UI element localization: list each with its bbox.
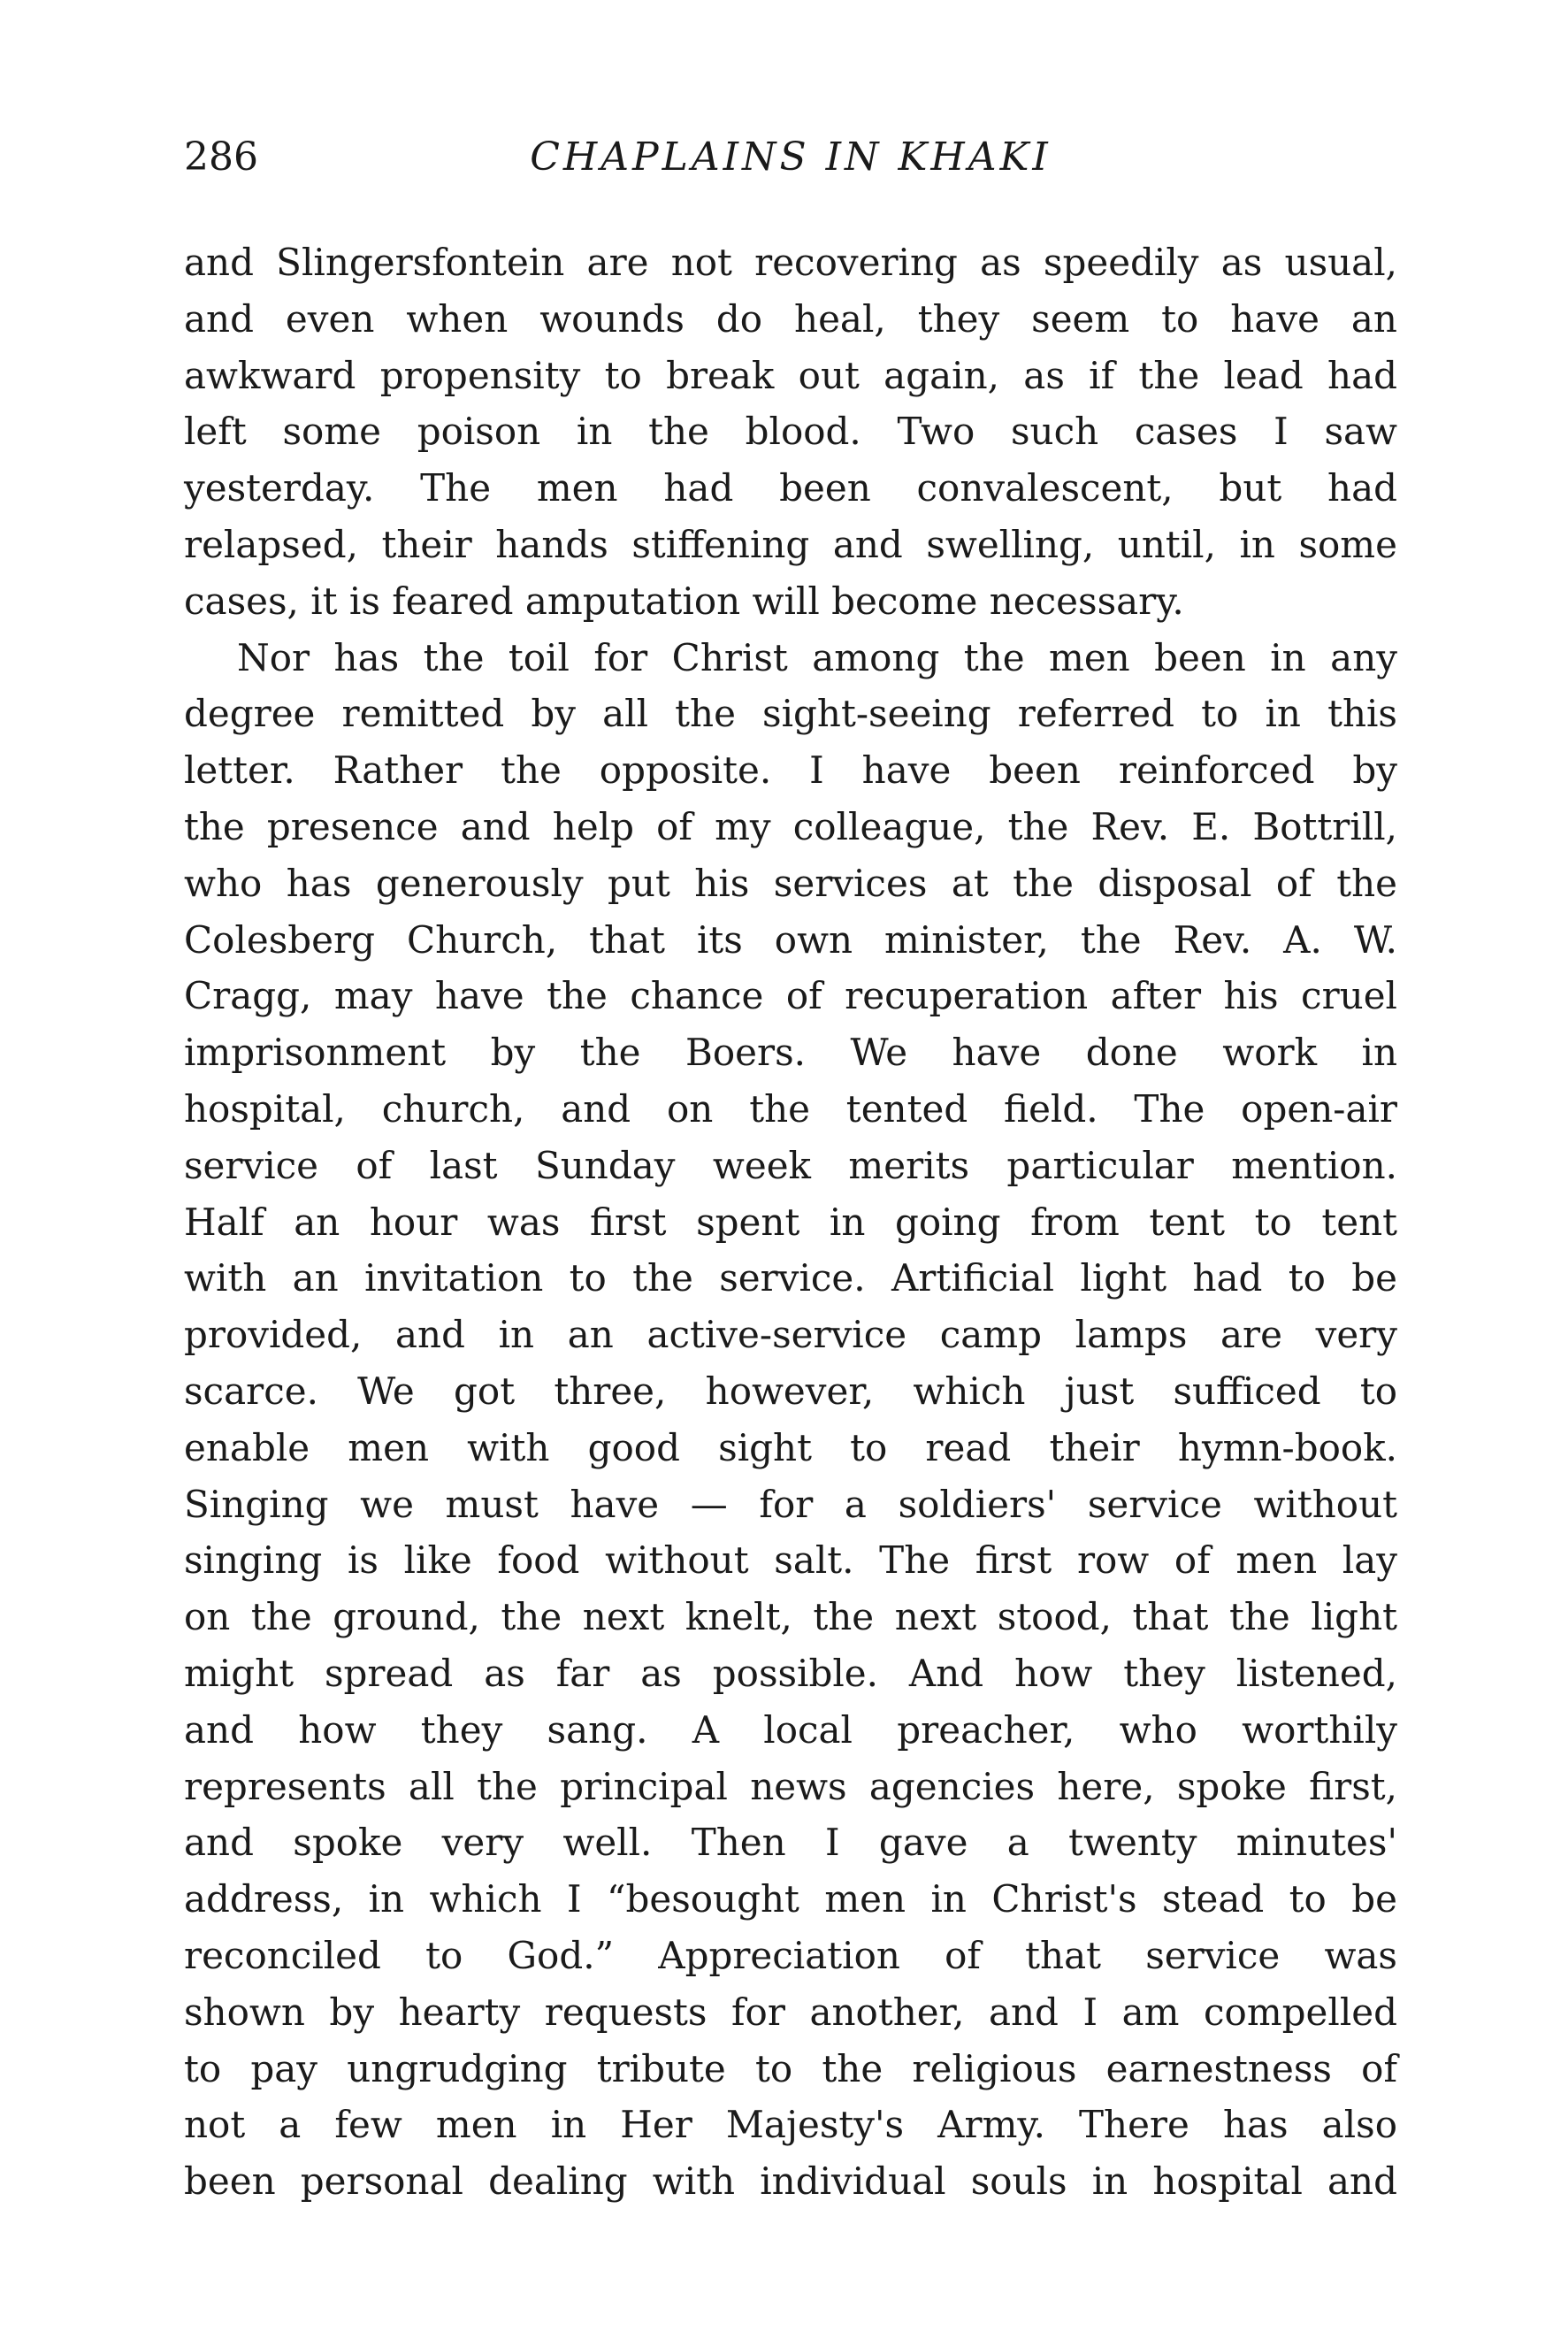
text-line: provided, and in an active-service camp lamps are very: [184, 1313, 1397, 1357]
text-line: degree remitted by all the sight-seeing referred to in this: [184, 692, 1397, 736]
text-line: yesterday. The men had been convalescent, but had: [184, 466, 1397, 510]
text-line: and even when wounds do heal, they seem to have an: [184, 296, 1397, 341]
text-line: scarce. We got three, however, which just sufficed to: [184, 1369, 1397, 1413]
text-line: enable men with good sight to read their hymn-book.: [184, 1425, 1397, 1469]
text-line: been personal dealing with individual souls in hospital and: [184, 2159, 1397, 2204]
page-header: [184, 131, 1397, 184]
text-line: Half an hour was first spent in going from tent to tent: [184, 1200, 1397, 1244]
text-line: cases, it is feared amputation will become necessary.: [184, 579, 1184, 623]
text-line: service of last Sunday week merits particular mention.: [184, 1143, 1397, 1187]
text-line: imprisonment by the Boers. We have done work in: [184, 1031, 1397, 1075]
text-line: awkward propensity to break out again, as if the lead had: [184, 353, 1397, 397]
text-line: not a few men in Her Majesty's Army. There has also: [184, 2103, 1397, 2147]
text-line: who has generously put his services at the disposal of the: [184, 861, 1397, 905]
text-line: left some poison in the blood. Two such cases I saw: [184, 410, 1397, 454]
text-line: singing is like food without salt. The first row of men lay: [184, 1538, 1397, 1583]
text-line: letter. Rather the opposite. I have been reinforced by: [184, 748, 1397, 793]
paragraph-start-line: Nor has the toil for Christ among the men been in any: [237, 635, 1397, 679]
text-line: on the ground, the next knelt, the next stood, that the light: [184, 1595, 1397, 1639]
running-title: CHAPLAINS IN KHAKI: [530, 134, 1052, 180]
text-line: and Slingersfontein are not recovering as speedily as usual,: [184, 241, 1397, 284]
text-line: and spoke very well. Then I gave a twenty minutes': [184, 1821, 1397, 1865]
text-line: with an invitation to the service. Artificial light had to be: [184, 1256, 1397, 1300]
text-line: Cragg, may have the chance of recuperation after his cruel: [184, 974, 1397, 1018]
page-number: 286: [184, 134, 258, 180]
text-line: represents all the principal news agencies here, spoke first,: [184, 1764, 1397, 1808]
text-line: shown by hearty requests for another, and I am compelled: [184, 1990, 1397, 2034]
text-line: address, in which I “besought men in Christ's stead to be: [184, 1877, 1397, 1921]
text-line: the presence and help of my colleague, the Rev. E. Bottrill,: [184, 804, 1397, 848]
text-line: Colesberg Church, that its own minister, the Rev. A. W.: [184, 917, 1397, 962]
text-line: reconciled to God.” Appreciation of that service was: [184, 1933, 1397, 1977]
text-line: relapsed, their hands stiffening and swelling, until, in some: [184, 522, 1397, 566]
text-line: might spread as far as possible. And how they listened,: [184, 1651, 1397, 1695]
text-line: Singing we must have — for a soldiers' service without: [184, 1482, 1397, 1526]
text-line: to pay ungrudging tribute to the religious earnestness of: [184, 2046, 1397, 2090]
text-line: hospital, church, and on the tented field. The open-air: [184, 1086, 1397, 1131]
text-line: and how they sang. A local preacher, who worthily: [184, 1707, 1397, 1752]
body-text: [184, 234, 1397, 2210]
